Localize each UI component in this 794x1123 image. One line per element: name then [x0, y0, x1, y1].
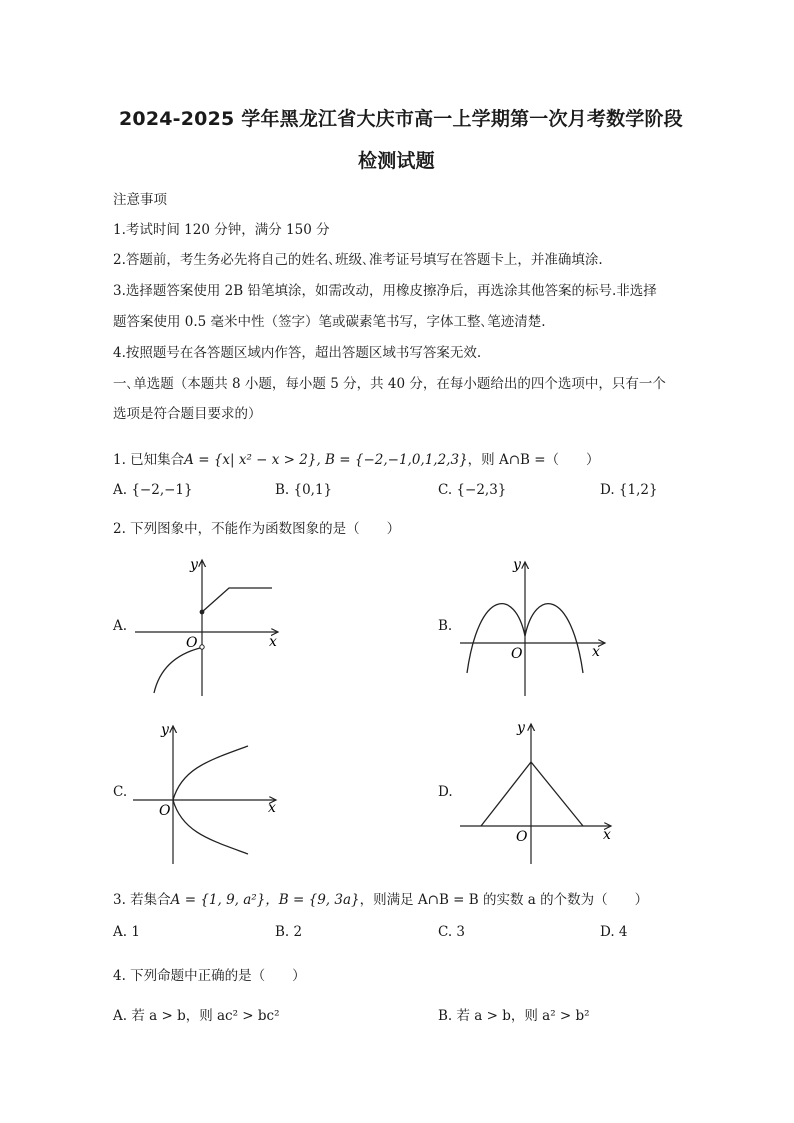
graph-a-open-point — [200, 645, 204, 649]
q2-label-b: B. — [438, 618, 453, 634]
q1-suffix: ，则 A∩B =（ ） — [467, 452, 600, 468]
graph-b — [455, 548, 620, 698]
q2-label-a: A. — [113, 618, 128, 634]
graph-b-origin: O — [511, 646, 523, 662]
title-line-1: 2024-2025 学年黑龙江省大庆市高一上学期第一次月考数学阶段 — [119, 108, 683, 130]
notice-3-cont: 题答案使用 0.5 毫米中性（签字）笔或碳素笔书写，字体工整､笔迹清楚. — [113, 314, 546, 330]
graph-a — [130, 548, 290, 698]
q3-option-b: B. 2 — [275, 924, 303, 940]
graph-c-x-label: x — [268, 800, 276, 816]
q3-suffix: ，则满足 A∩B = B 的实数 a 的个数为（ ） — [359, 892, 649, 908]
q4-option-b: B. 若 a > b，则 a² > b² — [438, 1008, 590, 1024]
graph-b-y-label: y — [513, 557, 521, 573]
graph-a-x-label: x — [269, 634, 277, 650]
q3-expression: A = {1, 9, a²}，B = {9, 3a} — [170, 892, 360, 908]
graph-a-line — [202, 588, 272, 612]
q2-label-d: D. — [438, 784, 453, 800]
q1-stem — [113, 448, 600, 468]
section-heading-line-2: 选项是符合题目要求的） — [113, 406, 262, 422]
q3-option-a: A. 1 — [113, 924, 140, 940]
q1-option-d: D. {1,2} — [600, 482, 658, 498]
graph-c-origin: O — [159, 803, 171, 819]
graph-d-triangle — [481, 762, 583, 826]
notice-1: 1.考试时间 120 分钟，满分 150 分 — [113, 222, 330, 238]
q2-stem: 2. 下列图象中，不能作为函数图象的是（ ） — [113, 521, 401, 537]
notice-heading: 注意事项 — [113, 192, 167, 208]
graph-a-y-label: y — [190, 557, 198, 573]
graph-d-y-label: y — [517, 720, 525, 736]
notice-4: 4.按照题号在各答题区域内作答，超出答题区域书写答案无效. — [113, 345, 482, 361]
graph-c-y-label: y — [161, 722, 169, 738]
q3-prefix: 3. 若集合 — [113, 892, 171, 908]
q1-expression: A = {x| x² − x > 2}, B = {−2,−1,0,1,2,3} — [184, 452, 468, 468]
q4-stem: 4. 下列命题中正确的是（ ） — [113, 968, 306, 984]
graph-d-x-label: x — [603, 827, 611, 843]
graph-b-x-label: x — [592, 644, 600, 660]
graph-d — [455, 718, 620, 868]
graph-c — [130, 718, 290, 868]
section-heading-line-1: 一､单选题（本题共 8 小题，每小题 5 分，共 40 分，在每小题给出的四个选项中，只有一个 — [113, 376, 666, 392]
notice-2: 2.答题前，考生务必先将自己的姓名､班级､准考证号填写在答题卡上，并准确填涂. — [113, 252, 603, 268]
graph-a-curve — [154, 648, 200, 693]
q1-prefix: 1. 已知集合 — [113, 452, 185, 468]
q3-option-c: C. 3 — [438, 924, 466, 940]
q1-option-a: A. {−2,−1} — [113, 482, 193, 498]
graph-a-origin: O — [186, 635, 198, 651]
q3-stem — [113, 888, 648, 908]
notice-3: 3.选择题答案使用 2B 铅笔填涂，如需改动，用橡皮擦净后，再选涂其他答案的标号.非选择 — [113, 283, 657, 299]
title-line-2: 检测试题 — [358, 150, 435, 172]
q1-option-b: B. {0,1} — [275, 482, 333, 498]
graph-d-origin: O — [516, 829, 528, 845]
q2-label-c: C. — [113, 784, 128, 800]
q3-option-d: D. 4 — [600, 924, 628, 940]
q4-option-a: A. 若 a > b，则 ac² > bc² — [113, 1008, 280, 1024]
q1-option-c: C. {−2,3} — [438, 482, 507, 498]
